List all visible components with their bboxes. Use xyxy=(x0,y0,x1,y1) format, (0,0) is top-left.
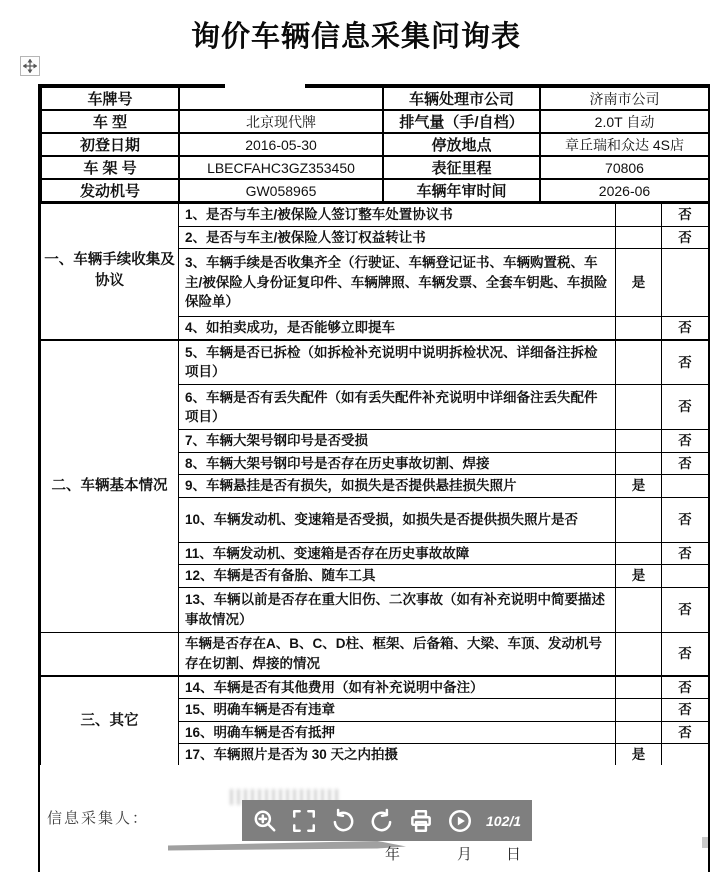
question-text: 12、车辆是否有备胎、随车工具 xyxy=(179,565,616,588)
year-label: 年 xyxy=(385,846,401,863)
answer-no-cell: 否 xyxy=(662,452,709,475)
answer-yes-cell xyxy=(616,699,662,722)
question-text: 9、车辆悬挂是否有损失，如损失是否提供悬挂损失照片 xyxy=(179,475,616,498)
answer-no-cell: 否 xyxy=(662,497,709,542)
answer-yes-cell xyxy=(616,676,662,699)
answer-yes-cell xyxy=(616,452,662,475)
field-label-plate: 车牌号 xyxy=(41,87,179,110)
table-row xyxy=(41,156,709,179)
edge-marker xyxy=(702,837,708,848)
rotate-left-icon[interactable] xyxy=(330,808,356,834)
question-text: 7、车辆大架号钢印号是否受损 xyxy=(179,430,616,453)
rotate-right-icon[interactable] xyxy=(369,808,395,834)
move-icon xyxy=(23,59,37,73)
print-icon[interactable] xyxy=(408,808,434,834)
question-row xyxy=(41,204,709,227)
field-value-mileage: 70806 xyxy=(540,156,709,179)
answer-yes-cell xyxy=(616,542,662,565)
answer-no-cell xyxy=(662,475,709,498)
answer-yes-cell xyxy=(616,497,662,542)
fullscreen-icon[interactable] xyxy=(291,808,317,834)
answer-yes-cell xyxy=(616,317,662,340)
answer-no-cell: 否 xyxy=(662,385,709,430)
field-label-vin: 车 架 号 xyxy=(41,156,179,179)
questions-table xyxy=(40,203,709,810)
answer-yes-cell xyxy=(616,430,662,453)
answer-yes-cell: 是 xyxy=(616,249,662,317)
answer-no-cell: 否 xyxy=(662,633,709,676)
question-text: 6、车辆是否有丢失配件（如有丢失配件补充说明中详细备注丢失配件项目） xyxy=(179,385,616,430)
question-row xyxy=(41,676,709,699)
answer-yes-cell xyxy=(616,588,662,633)
answer-yes-cell: 是 xyxy=(616,475,662,498)
field-label-model: 车 型 xyxy=(41,110,179,133)
question-row xyxy=(41,633,709,676)
question-text: 4、如拍卖成功，是否能够立即提车 xyxy=(179,317,616,340)
answer-no-cell: 否 xyxy=(662,699,709,722)
question-text: 3、车辆手续是否收集齐全（行驶证、车辆登记证书、车辆购置税、车主/被保险人身份证复印件、车辆牌照、车辆发票、全套车钥匙、车损险保险单） xyxy=(179,249,616,317)
answer-no-cell: 否 xyxy=(662,204,709,227)
answer-no-cell: 否 xyxy=(662,721,709,744)
answer-no-cell: 否 xyxy=(662,340,709,385)
whiteout-patch xyxy=(225,74,305,88)
field-value-displacement: 2.0T 自动 xyxy=(540,110,709,133)
field-label-engine-no: 发动机号 xyxy=(41,179,179,202)
vehicle-info-table xyxy=(40,86,710,203)
answer-no-cell xyxy=(662,249,709,317)
field-label-displacement: 排气量（手/自档） xyxy=(383,110,540,133)
day-label: 日 xyxy=(506,846,522,863)
question-text: 13、车辆以前是否存在重大旧伤、二次事故（如有补充说明中简要描述事故情况） xyxy=(179,588,616,633)
page-title: 询价车辆信息采集问询表 xyxy=(190,21,521,53)
answer-no-cell xyxy=(662,565,709,588)
zoom-in-icon[interactable] xyxy=(252,808,278,834)
answer-no-cell: 否 xyxy=(662,226,709,249)
gray-stroke-mark xyxy=(168,841,406,851)
table-row xyxy=(41,110,709,133)
viewer-page-counter: 102/1 xyxy=(486,812,522,829)
field-label-first-reg: 初登日期 xyxy=(41,133,179,156)
answer-yes-cell xyxy=(616,340,662,385)
answer-no-cell: 否 xyxy=(662,317,709,340)
answer-yes-cell: 是 xyxy=(616,744,662,767)
month-label: 月 xyxy=(457,846,473,863)
field-value-city-company: 济南市公司 xyxy=(540,87,709,110)
question-text: 5、车辆是否已拆检（如拆检补充说明中说明拆检状况、详细备注拆检项目） xyxy=(179,340,616,385)
field-value-first-reg: 2016-05-30 xyxy=(179,133,383,156)
signature-area xyxy=(40,765,708,872)
table-row xyxy=(41,87,709,110)
field-value-vin: LBECFAHC3GZ353450 xyxy=(179,156,383,179)
question-text: 16、明确车辆是否有抵押 xyxy=(179,721,616,744)
image-viewer-toolbar xyxy=(242,800,532,841)
answer-no-cell: 否 xyxy=(662,542,709,565)
field-value-inspection: 2026-06 xyxy=(540,179,709,202)
section-label-3: 三、其它 xyxy=(41,676,179,767)
answer-no-cell xyxy=(662,744,709,767)
section-label-2: 二、车辆基本情况 xyxy=(41,340,179,633)
field-value-model: 北京现代牌 xyxy=(179,110,383,133)
field-value-engine-no: GW058965 xyxy=(179,179,383,202)
question-text: 14、车辆是否有其他费用（如有补充说明中备注） xyxy=(179,676,616,699)
question-text: 10、车辆发动机、变速箱是否受损，如损失是否提供损失照片是否 xyxy=(179,497,616,542)
table-move-handle[interactable] xyxy=(20,56,40,76)
question-text: 11、车辆发动机、变速箱是否存在历史事故故障 xyxy=(179,542,616,565)
answer-no-cell: 否 xyxy=(662,430,709,453)
answer-yes-cell xyxy=(616,385,662,430)
question-text: 17、车辆照片是否为 30 天之内拍摄 xyxy=(179,744,616,767)
table-row xyxy=(41,133,709,156)
answer-yes-cell xyxy=(616,226,662,249)
table-row xyxy=(41,179,709,202)
question-text: 8、车辆大架号钢印号是否存在历史事故切割、焊接 xyxy=(179,452,616,475)
answer-yes-cell xyxy=(616,633,662,676)
field-value-location: 章丘瑞和众达 4S店 xyxy=(540,133,709,156)
answer-yes-cell xyxy=(616,204,662,227)
question-text: 2、是否与车主/被保险人签订权益转让书 xyxy=(179,226,616,249)
question-text: 15、明确车辆是否有违章 xyxy=(179,699,616,722)
answer-yes-cell xyxy=(616,721,662,744)
field-label-mileage: 表征里程 xyxy=(383,156,540,179)
field-label-city-company: 车辆处理市公司 xyxy=(383,87,540,110)
section-label-1: 一、车辆手续收集及协议 xyxy=(41,204,179,340)
section-label-empty xyxy=(41,633,179,676)
play-icon[interactable] xyxy=(447,808,473,834)
field-value-plate xyxy=(179,87,383,110)
question-text: 1、是否与车主/被保险人签订整车处置协议书 xyxy=(179,204,616,227)
answer-yes-cell: 是 xyxy=(616,565,662,588)
field-label-inspection: 车辆年审时间 xyxy=(383,179,540,202)
collector-label: 信息采集人： xyxy=(47,810,150,827)
field-label-location: 停放地点 xyxy=(383,133,540,156)
form-table xyxy=(38,84,710,872)
question-text: 车辆是否存在A、B、C、D柱、框架、后备箱、大梁、车顶、发动机号存在切割、焊接的情况 xyxy=(179,633,616,676)
answer-no-cell: 否 xyxy=(662,588,709,633)
answer-no-cell: 否 xyxy=(662,676,709,699)
question-row xyxy=(41,340,709,385)
